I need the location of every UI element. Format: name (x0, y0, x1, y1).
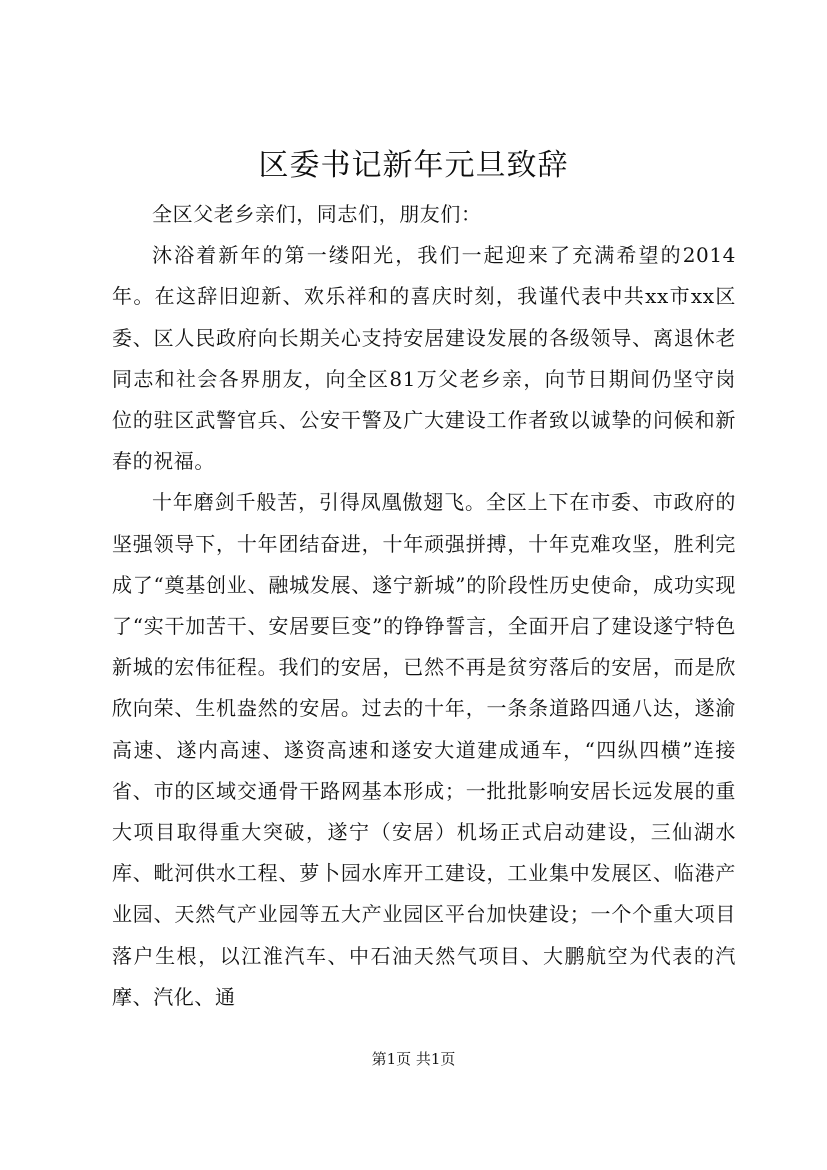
document-body (112, 194, 736, 1018)
body-paragraph: 沐浴着新年的第一缕阳光，我们一起迎来了充满希望的2014年。在这辞旧迎新、欢乐祥和的喜庆时刻，我谨代表中共xx市xx区委、区人民政府向长期关心支持安居建设发展的各级领导、离退休老同志和社会各界朋友，向全区81万父老乡亲，向节日期间仍坚守岗位的驻区武警官兵、公安干警及广大建设工作者致以诚挚的问候和新春的祝福。 (112, 243, 736, 474)
page-title: 区委书记新年元旦致辞 (258, 148, 569, 183)
greeting-paragraph: 全区父老乡亲们，同志们，朋友们： (152, 202, 482, 226)
page-footer: 第1页 共1页 (371, 1050, 456, 1068)
body-paragraph: 十年磨剑千般苦，引得凤凰傲翅飞。全区上下在市委、市政府的坚强领导下，十年团结奋进，十年顽强拼搏，十年克难攻坚，胜利完成了“奠基创业、融城发展、遂宁新城”的阶段性历史使命，成功实现了“实干加苦干、安居要巨变”的铮铮誓言，全面开启了建设遂宁特色新城的宏伟征程。我们的安居，已然不再是贫穷落后的安居，而是欣欣向荣、生机盎然的安居。过去的十年，一条条道路四通八达，遂渝高速、遂内高速、遂资高速和遂安大道建成通车，“四纵四横”连接省、市的区域交通骨干路网基本形成；一批批影响安居长远发展的重大项目取得重大突破，遂宁（安居）机场正式启动建设，三仙湖水库、毗河供水工程、萝卜园水库开工建设，工业集中发展区、临港产业园、天然气产业园等五大产业园区平台加快建设；一个个重大项目落户生根，以江淮汽车、中石油天然气项目、大鹏航空为代表的汽摩、汽化、通 (112, 490, 736, 1009)
